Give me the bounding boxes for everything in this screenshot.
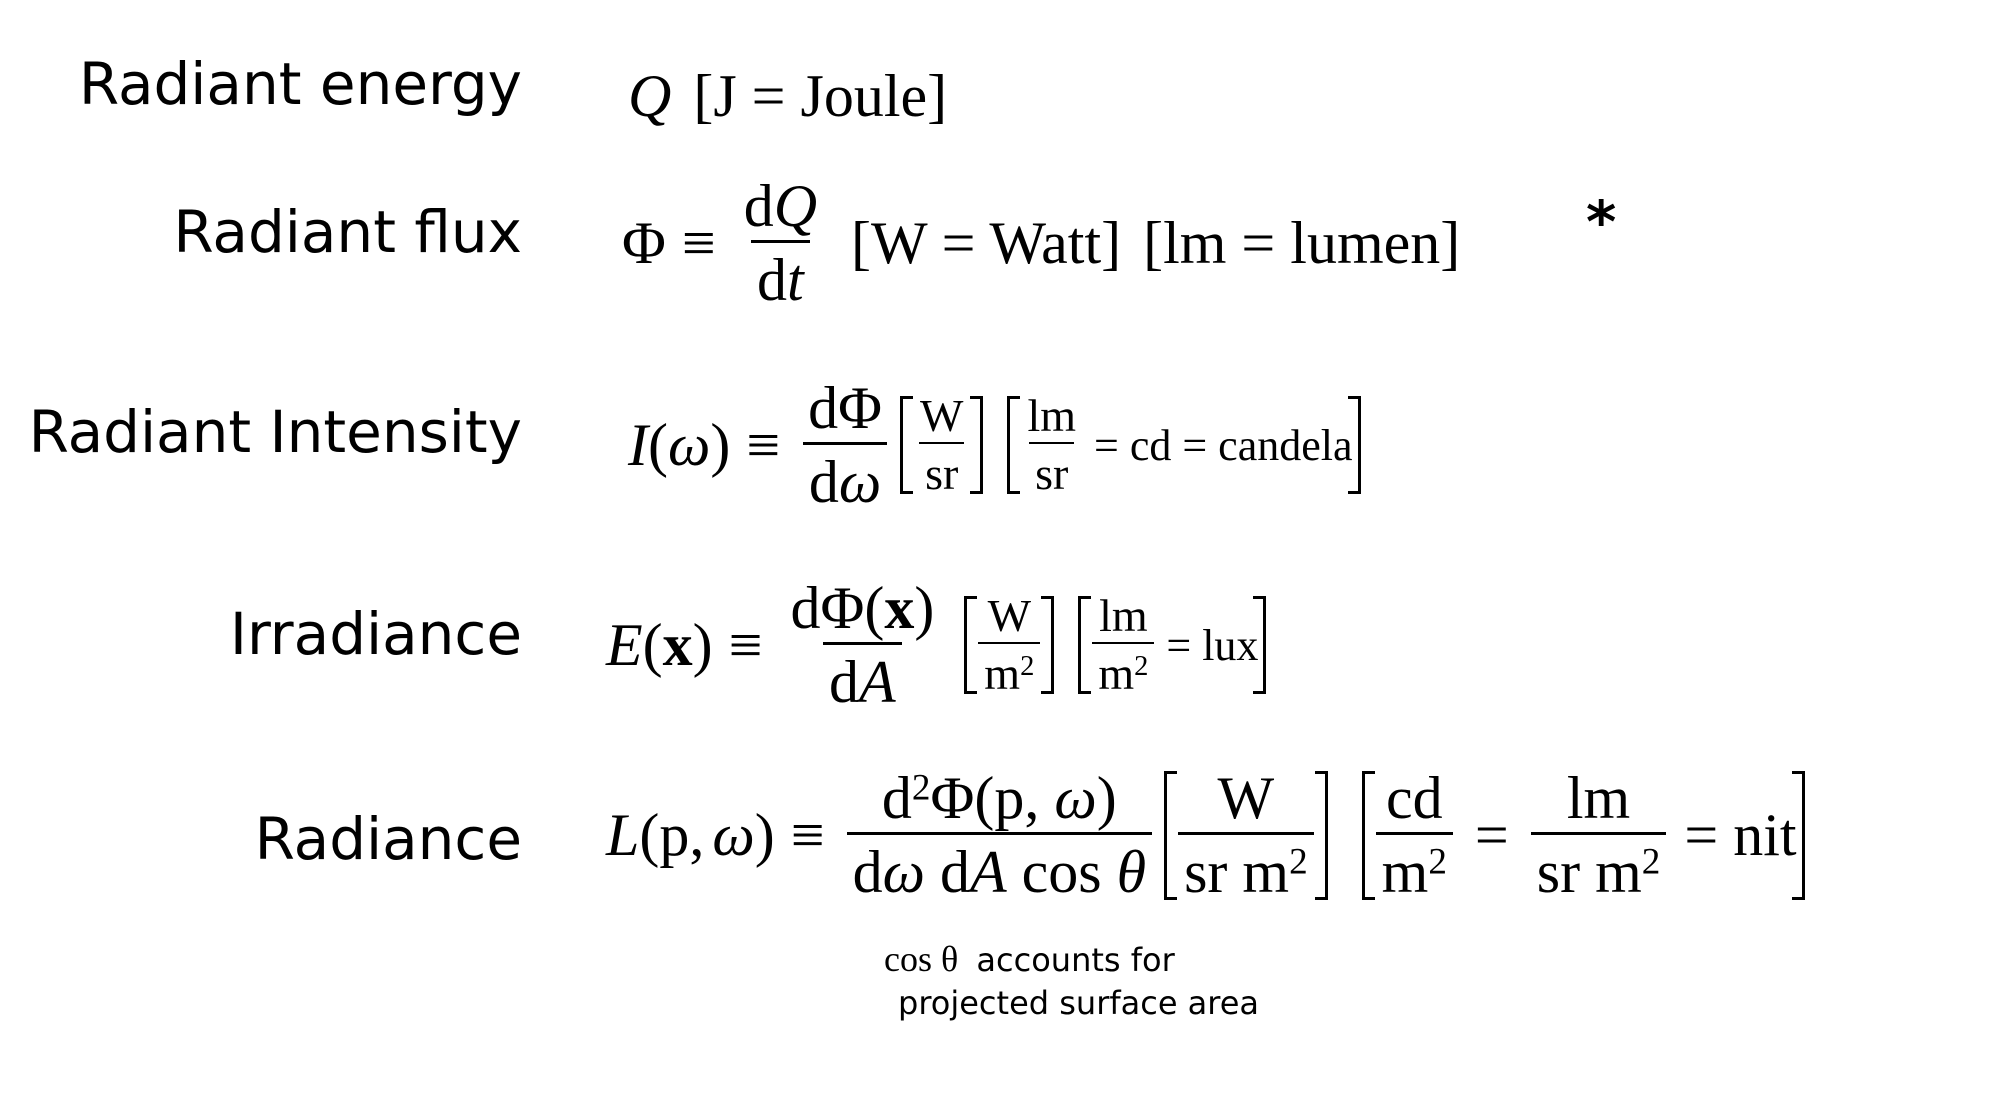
term-radiant-energy: Radiant energy — [78, 50, 522, 118]
term-radiant-intensity: Radiant Intensity — [28, 398, 522, 466]
term-radiant-flux: Radiant flux — [173, 198, 522, 266]
footnote-asterisk: * — [1586, 188, 1617, 256]
unit-lumen: [lm = lumen] — [1143, 209, 1461, 276]
symbol-Q: Q — [628, 62, 672, 129]
bracket-lm-sr-candela: $\frac{lm}{sr}$ = cd = candela — [1007, 392, 1360, 499]
note-math: cos θ — [884, 939, 959, 979]
term-radiance: Radiance — [254, 805, 522, 873]
bracket-cd-lm-nit: $\frac{cd}{m^2}$ = $\frac{lm}{sr m^2}$ = nit — [1362, 767, 1805, 904]
fraction-radiance-definition: $\frac{d^2\Phi(p, \omega)}{\text{dω dA cos θ}}$ — [847, 767, 1153, 904]
equation-radiant-flux: Φ ≡ $\frac{dQ}{dt}$ [W = Watt] [lm = lumen] — [622, 172, 1461, 313]
fraction-dPhi-dA: $\frac{d\Phi(x)}{dA}$ — [790, 574, 935, 715]
bracket-W-sr: $\frac{W}{sr}$ — [900, 392, 983, 499]
symbol-phi: Φ — [622, 209, 666, 276]
bracket-W-m2: $\frac{W}{m^2}$ — [964, 592, 1054, 699]
bracket-W-sr-m2: $\frac{W}{sr m^2}$ — [1164, 767, 1328, 904]
note-line1: accounts for — [976, 941, 1175, 979]
fraction-dPhi-domega: $\frac{d\Phi}{d\omega}$ — [802, 377, 888, 514]
equation-radiant-intensity: I ( ω ) ≡ $\frac{d\Phi}{d\omega}$ $\frac{W}{sr}$ $\frac{lm}{sr}$ = cd = candela — [628, 370, 1367, 520]
note-cos-theta — [884, 938, 1175, 980]
unit-watt: [W = Watt] — [851, 209, 1122, 276]
unit-nit: = nit — [1684, 801, 1797, 868]
bracket-lm-m2-lux: $\frac{lm}{m^2}$ = lux — [1078, 592, 1266, 699]
equation-irradiance: E ( x ) ≡ $\frac{d\Phi(x)}{dA}$ $\frac{W}{m^2}$ $\frac{lm}{m^2}$ = lux — [606, 570, 1272, 720]
note-line2-text: projected surface area — [898, 984, 1260, 1022]
term-irradiance: Irradiance — [229, 600, 522, 668]
unit-lux: = lux — [1166, 620, 1259, 670]
equation-radiance: L (p, ω ) ≡ $\frac{d^2\Phi(p, \omega)}{\text{dω dA cos θ}}$ $\frac{W}{sr m^2}$ $\frac{cd}{m^2}$ = $\frac{lm}{sr m^2}$ = nit — [606, 755, 1811, 915]
equation-radiant-energy — [628, 56, 947, 136]
fraction-dQ-dt: $\frac{dQ}{dt}$ — [743, 172, 818, 313]
unit-joule: [J = Joule] — [693, 62, 948, 129]
unit-candela: = cd = candela — [1094, 420, 1353, 470]
